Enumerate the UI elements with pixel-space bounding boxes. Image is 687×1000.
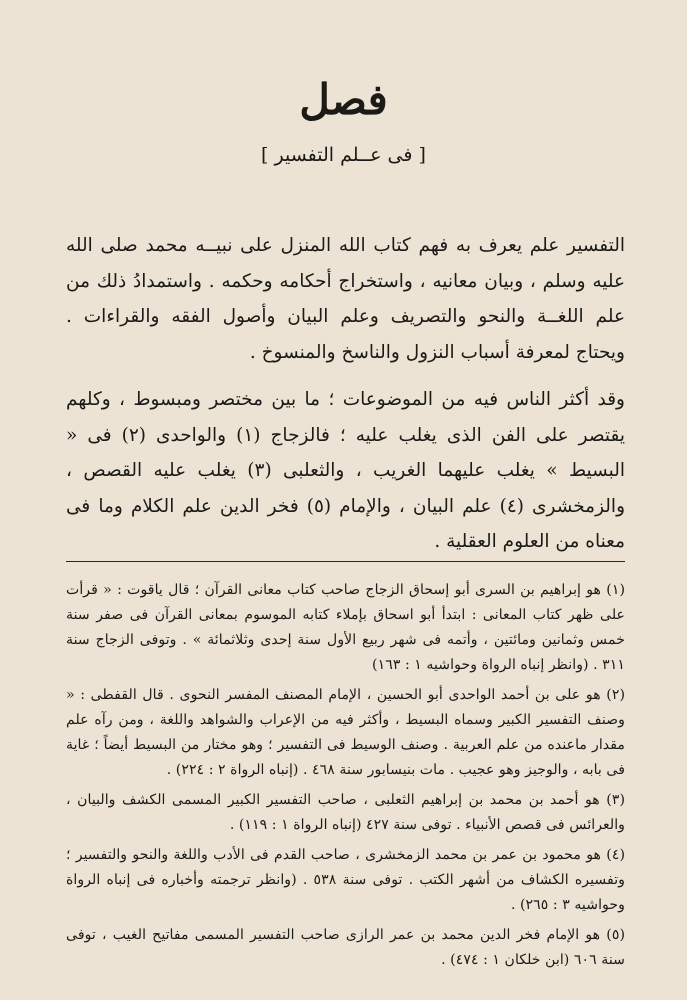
- paragraph-works: وقد أكثر الناس فيه من الموضوعات ؛ ما بين مختصر ومبسوط ، وكلهم يقتصر على الفن الذى يغلب عليه ؛ فالزجاج (١) والواحدى (٢) فى « البسيط » يغلب عليهما الغريب ، والثعلبى (٣) يغلب عليه القصص ، والزمخشرى (٤) علم البيان ، والإمام (٥) فخر الدين علم الكلام وما فى معناه من العلوم العقلية .: [66, 389, 626, 552]
- footnote-1: (١) هو إبراهيم بن السرى أبو إسحاق الزجاج صاحب كتاب معانى القرآن ؛ قال ياقوت : « قرأت على ظهر كتاب المعانى : ابتدأ أبو اسحاق بإملاء كتابه الموسوم بمعانى القرآن فى صفر سنة خمس وثمانين ومائتين ، وأتمه فى شهر ربيع الأول سنة إحدى وثلاثمائة » . وتوفى الزجاج سنة ٣١١ . (وانظر إنباه الرواة وحواشيه ١ : ١٦٣): [66, 582, 625, 673]
- footnote-5: (٥) هو الإمام فخر الدين محمد بن عمر الرازى صاحب التفسير المسمى مفاتيح الغيب ، توفى سنة ٦٠٦ (ابن خلكان ١ : ٤٧٤) .: [66, 927, 625, 968]
- footnote-3: (٣) هو أحمد بن محمد بن إبراهيم الثعلبى ، صاحب التفسير الكبير المسمى الكشف والبيان ، والعرائس فى قصص الأنبياء . توفى سنة ٤٢٧ (إنباه الرواة ١ : ١١٩) .: [66, 792, 625, 833]
- footnote-4: (٤) هو محمود بن عمر بن محمد الزمخشرى ، صاحب القدم فى الأدب واللغة والنحو والتفسير ؛ وتفسيره الكشاف من أشهر الكتب . توفى سنة ٥٣٨ . (وانظر ترجمته وأخباره فى إنباه الرواة وحواشيه ٣ : ٢٦٥) .: [66, 847, 625, 913]
- footnote-separator: [66, 561, 625, 562]
- footnote-2: (٢) هو على بن أحمد الواحدى أبو الحسين ، الإمام المصنف المفسر النحوى . قال القفطى : « وصنف التفسير الكبير وسماه البسيط ، وأكثر فيه من الإعراب والشواهد واللغة ، ومن رآه علم مقدار ماعنده من علم العربية . وصنف الوسيط فى التفسير ؛ وهو مختار من البسيط أيضاً ؛ غاية فى بابه ، والوجيز وهو عجيب . مات بنيسابور سنة ٤٦٨ . (إنباه الرواة ٢ : ٢٢٤) .: [66, 687, 625, 778]
- chapter-subtitle: [ فى عــلم التفسير ]: [261, 144, 426, 166]
- footnotes: [66, 578, 625, 978]
- paragraph-definition: التفسير علم يعرف به فهم كتاب الله المنزل على نبيــه محمد صلى الله عليه وسلم ، وبيان معانيه ، واستخراج أحكامه وحكمه . واستمدادُ ذلك من علم اللغــة والنحو والتصريف وعلم البيان وأصول الفقه والقراءات . ويحتاج لمعرفة أسباب النزول والناسخ والمنسوخ .: [66, 235, 625, 363]
- main-text: [66, 228, 625, 560]
- chapter-title: فصل: [299, 75, 388, 124]
